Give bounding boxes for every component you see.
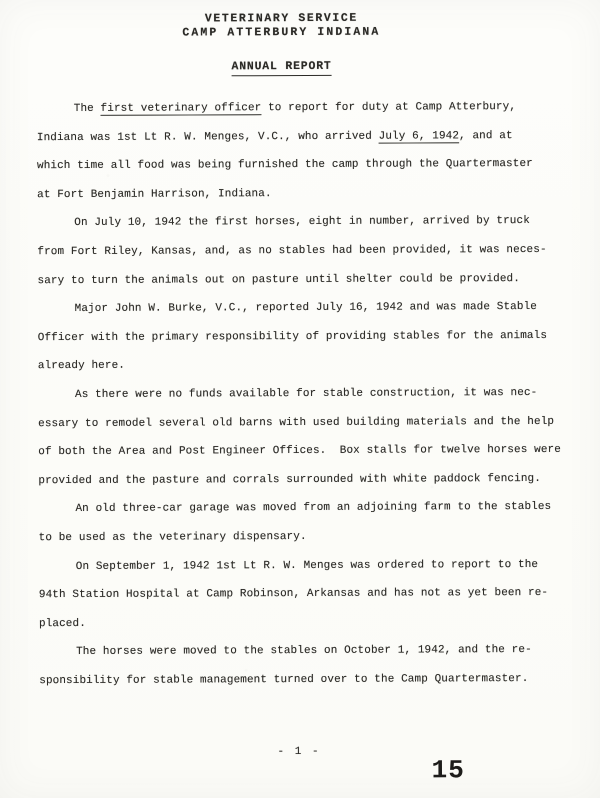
paragraph-line: already here. — [37, 360, 126, 373]
paragraph-line: of both the Area and Post Engineer Offices. Box stalls for twelve horses were — [38, 443, 561, 459]
paragraph-line: from Fort Riley, Kansas, and, as no stables had been provided, it was neces- — [37, 243, 547, 259]
paragraph-line: As there were no funds available for stable construction, it was nec- — [74, 386, 538, 401]
paragraph-line: to be used as the veterinary dispensary. — [38, 530, 307, 545]
paragraph-line: On September 1, 1942 1st Lt R. W. Menges was ordered to report to the — [75, 558, 539, 573]
paragraph-line: An old three-car garage was moved from an adjoining farm to the stables — [75, 501, 552, 516]
paragraph-line: Indiana was 1st Lt R. W. Menges, V.C., who arrived July 6, 1942, and at — [36, 129, 513, 144]
paragraph-line: sponsibility for stable management turned over to the Camp Quartermaster. — [39, 672, 529, 688]
header-service-line: VETERINARY SERVICE — [204, 11, 358, 26]
paragraph-line: The horses were moved to the stables on October 1, 1942, and the re- — [76, 644, 532, 659]
paragraph-line: 94th Station Hospital at Camp Robinson, Arkansas and has not as yet been re- — [38, 587, 549, 602]
paragraph-line: The first veterinary officer to report for duty at Camp Atterbury, — [73, 101, 517, 115]
page-number: - 1 - — [277, 745, 321, 759]
document-body — [37, 93, 572, 696]
header-location-line: CAMP ATTERBURY INDIANA — [182, 25, 381, 40]
page-stamp-number: 15 — [431, 755, 465, 786]
paragraph-line: which time all food was being furnished the camp through the Quartermaster — [36, 158, 533, 173]
paragraph-line: Officer with the primary responsibility of providing stables for the animals — [37, 329, 548, 344]
document-header — [0, 11, 598, 42]
document-title: ANNUAL REPORT — [231, 60, 331, 76]
paragraph-line: sary to turn the animals out on pasture until shelter could be provided. — [37, 272, 520, 287]
paragraph-line: Major John W. Burke, V.C., reported July 16, 1942 and was made Stable — [74, 301, 538, 316]
paragraph-line: placed. — [38, 617, 86, 630]
paragraph-line: at Fort Benjamin Harrison, Indiana. — [37, 187, 272, 201]
paragraph-line: essary to remodel several old barns with used building materials and the help — [38, 415, 555, 430]
paragraph-line: provided and the pasture and corrals surrounded with white paddock fencing. — [38, 472, 541, 487]
document-title-row — [0, 55, 599, 78]
paragraph-line: On July 10, 1942 the first horses, eight in number, arrived by truck — [74, 215, 530, 230]
